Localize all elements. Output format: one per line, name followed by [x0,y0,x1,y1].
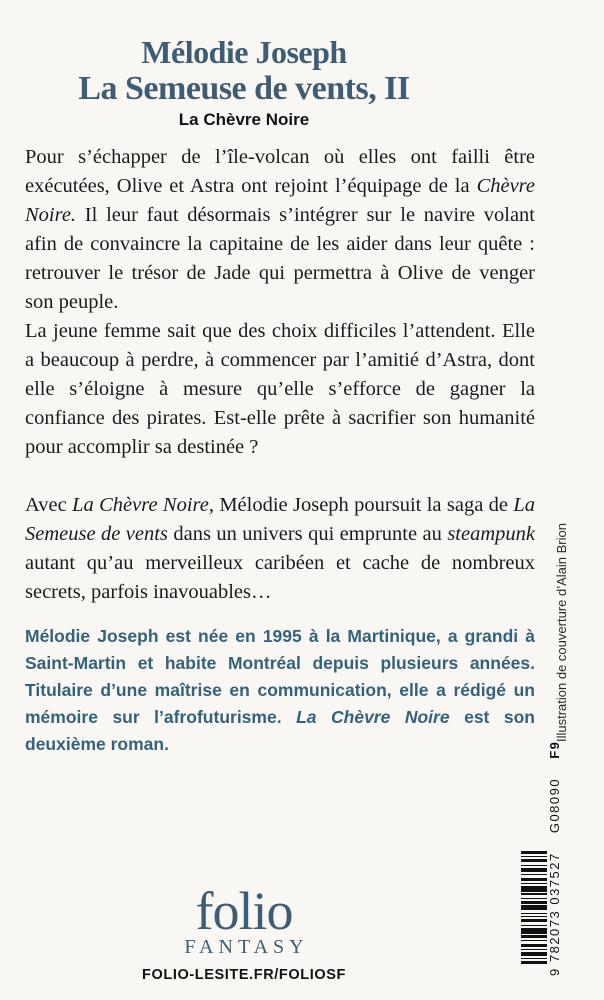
folio-logo: folio [195,881,293,941]
author-name: Mélodie Joseph [141,34,347,70]
book-title: La Chèvre Noire [178,110,310,129]
barcode [521,851,547,967]
publisher-block [0,881,488,984]
series-title: La Semeuse de vents, II [78,70,410,107]
print-code: G08090 [547,777,562,834]
synopsis [25,143,535,758]
synopsis-paragraph-3: Avec La Chèvre Noire, Mélodie Joseph poursuit la saga de La Semeuse de vents dans un univers qui emprunte au steampunk autant qu’au merveilleux caribéen et cache de nombreux secrets, parfois inavouables… [25,494,536,603]
synopsis-paragraph-2: La jeune femme sait que des choix difficiles l’attendent. Elle a beaucoup à perdre, à commencer par l’amitié d’Astra, dont elle s’éloigne à mesure qu’elle s’efforce de gagner la confiance des pirates. Est-elle prête à sacrifier son humanité pour accomplir sa destinée ? [25,320,535,458]
author-bio: Mélodie Joseph est née en 1995 à la Martinique, a grandi à Saint-Martin et habite Montréal depuis plusieurs années. Titulaire d’une maîtrise en communication, elle a rédigé un mémoire sur l’afrofuturisme. La Chèvre Noire est son deuxième roman. [25,626,535,754]
barcode-number [547,741,562,976]
synopsis-paragraph-1: Pour s’échapper de l’île-volcan où elles ont failli être exécutées, Olive et Astra ont rejoint l’équipage de la Chèvre Noire. Il leur faut désormais s’intégrer sur le navire volant afin de convaincre la capitaine de les aider dans leur quête : retrouver le trésor de Jade qui permettra à Olive de venger son peuple. [25,146,535,313]
edition-code: F9 [547,740,562,759]
collection-name: FANTASY [184,936,309,958]
publisher-website: FOLIO-LESITE.FR/FOLIOSF [142,967,346,983]
header [0,34,488,132]
isbn-number: 9 782073 037527 [547,852,562,976]
illustration-credit: Illustration de couverture d’Alain Brion [554,523,569,742]
